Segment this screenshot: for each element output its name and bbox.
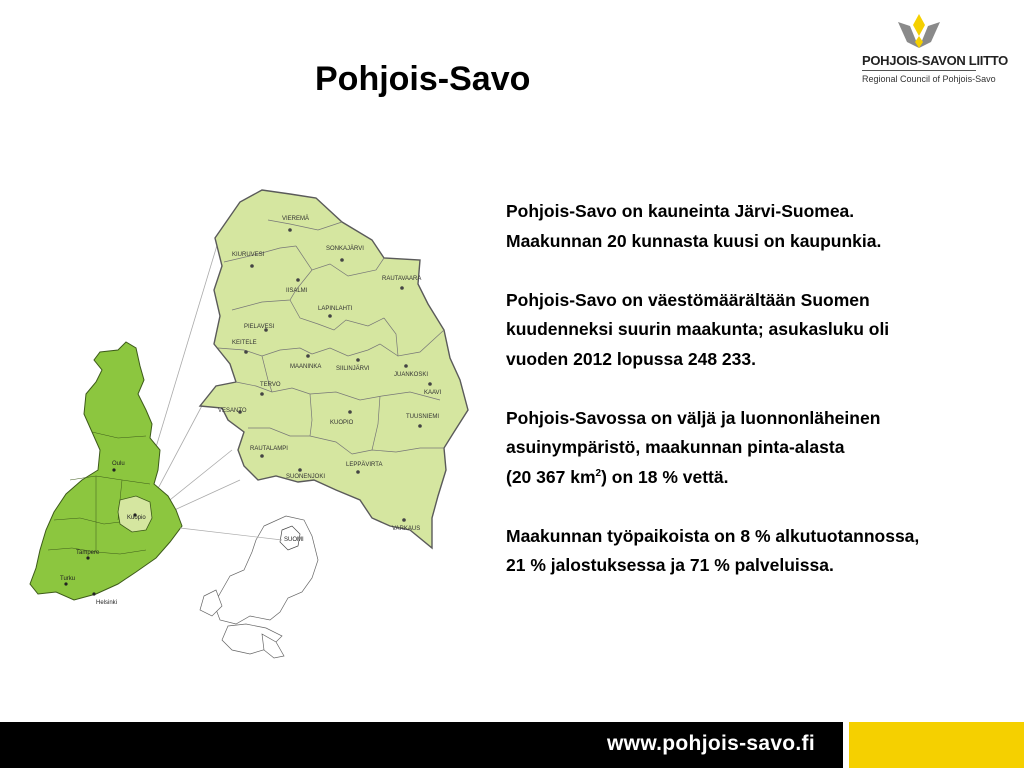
europe-label-suomi: SUOMI [284,537,304,543]
leaf-logo-icon [894,12,944,50]
label-maaninka: MAANINKA [290,364,322,370]
p1-line1: Pohjois-Savo on kauneinta Järvi-Suomea. [506,201,855,221]
p3-line2: asuinympäristö, maakunnan pinta-alasta [506,437,845,457]
body-text [506,197,1016,610]
footer-bar [0,722,843,768]
paragraph-1 [506,197,1016,256]
region-map [0,180,480,660]
paragraph-4 [506,522,1016,581]
label-kiuruvesi: KIURUVESI [232,252,265,258]
label-keitele: KEITELE [232,340,257,346]
label-sonkajarvi: SONKAJÄRVI [326,246,364,252]
label-varkaus: VARKAUS [392,526,421,532]
label-tervo: TERVO [260,382,281,388]
label-iisalmi: IISALMI [286,288,308,294]
label-lapinlahti: LAPINLAHTI [318,306,353,312]
city-oulu: Oulu [112,461,125,467]
logo [858,12,1008,92]
logo-divider [862,70,976,71]
logo-name: POHJOIS-SAVON LIITTO [862,53,1008,68]
label-vesanto: VESANTO [218,408,247,414]
label-suonenjoki: SUONENJOKI [286,474,326,480]
p4-line1: Maakunnan työpaikoista on 8 % alkutuotannossa, [506,525,920,546]
p4-line2: 21 % jalostuksessa ja 71 % palveluissa. [506,555,834,575]
p3-superscript: 2 [595,467,602,479]
footer-accent [849,722,1024,768]
city-turku: Turku [60,576,76,582]
city-helsinki: Helsinki [96,600,118,606]
label-rautavaara: RAUTAVAARA [382,276,422,282]
city-tampere: Tampere [76,550,100,556]
p3-line3-post: ) on 18 % vettä. [601,466,729,487]
p1-line2: Maakunnan 20 kunnasta kuusi on kaupunkia. [506,230,882,251]
p2-line1: Pohjois-Savo on väestömäärältään Suomen [506,289,870,310]
pohjois-savo-region [200,190,468,548]
p3-line3-pre: (20 367 km [506,466,596,487]
p2-line2: kuudenneksi suurin maakunta; asukasluku oli [506,319,890,339]
label-siilinjarvi: SIILINJÄRVI [336,366,370,372]
label-tuusniemi: TUUSNIEMI [406,414,439,420]
p2-line3: vuoden 2012 lopussa 248 233. [506,348,756,369]
logo-subtitle: Regional Council of Pohjois-Savo [862,74,996,84]
label-leppavirta: LEPPÄVIRTA [346,462,383,468]
label-kuopio: KUOPIO [330,420,354,426]
paragraph-2 [506,286,1016,375]
label-vierema: VIEREMÄ [282,216,310,222]
label-kaavi: KAAVI [424,390,442,396]
label-rautalampi: RAUTALAMPI [250,446,288,452]
p3-line1: Pohjois-Savossa on väljä ja luonnonläheinen [506,407,881,428]
finland-map [30,342,182,600]
city-kuopio: Kuopio [127,515,146,521]
paragraph-3 [506,404,1016,493]
label-juankoski: JUANKOSKI [394,372,429,378]
slide-title: Pohjois-Savo [315,60,531,98]
footer-url[interactable]: www.pohjois-savo.fi [607,732,815,755]
label-pielavesi: PIELAVESI [244,324,275,330]
